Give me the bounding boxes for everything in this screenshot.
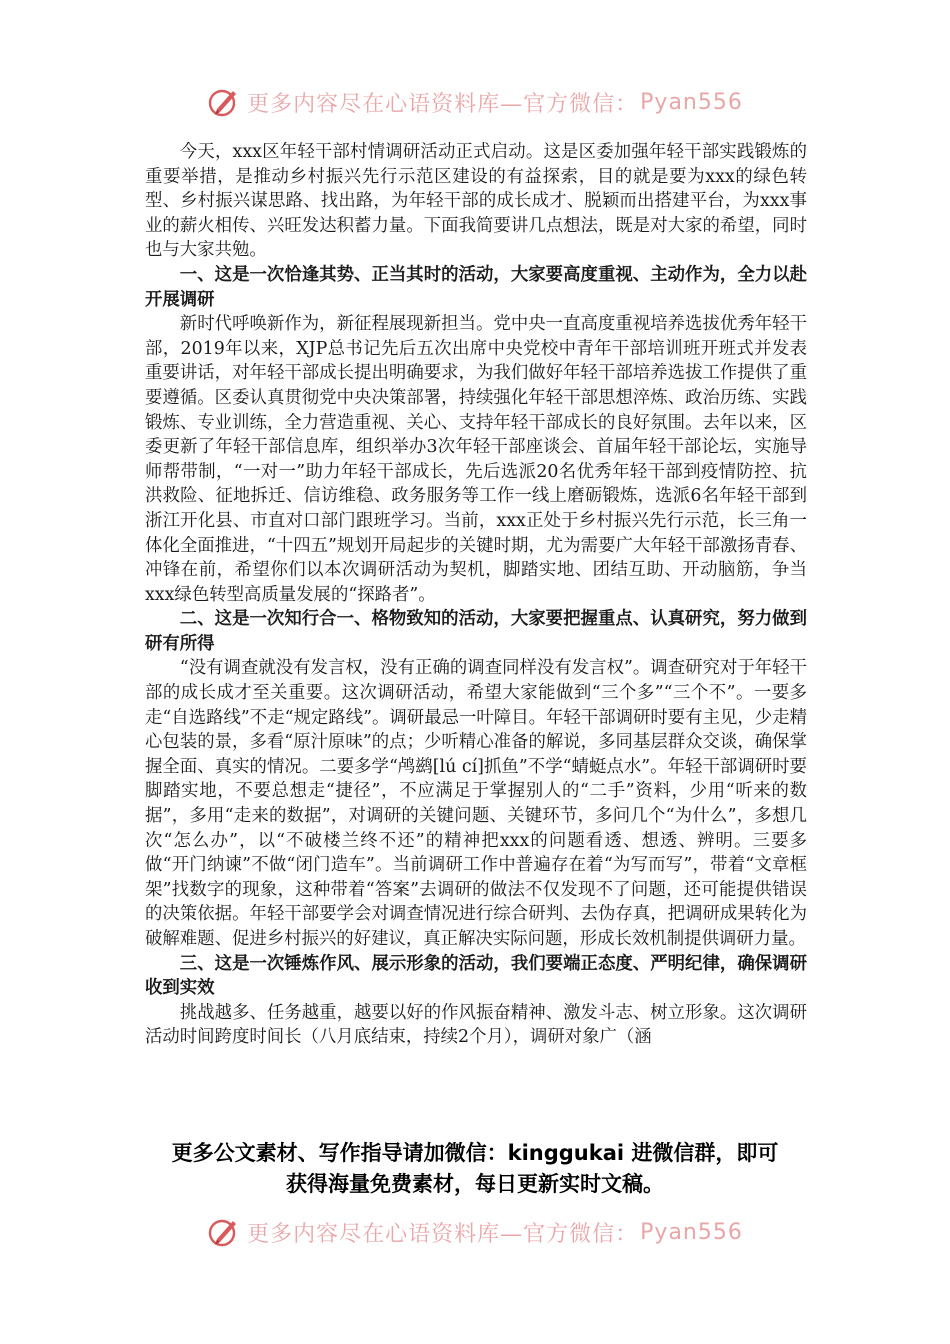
paragraph-intro: 今天，xxx区年轻干部村情调研活动正式启动。这是区委加强年轻干部实践锻炼的重要举措，是推动乡村振兴先行示范区建设的有益探索，目的就是要为xxx的绿色转型、乡村振兴谋思路、找出路，为年轻干部的成长成才、脱颖而出搭建平台，为xxx事业的薪火相传、兴旺发达积蓄力量。下面我简要讲几点想法，既是对大家的希望，同时也与大家共勉。 bbox=[145, 142, 807, 261]
document-body bbox=[145, 140, 807, 1050]
promo-line-1: 更多公文素材、写作指导请加微信：kinggukai 进微信群，即可 bbox=[171, 1141, 779, 1165]
paragraph-section-3: 挑战越多、任务越重，越要以好的作风振奋精神、激发斗志、树立形象。这次调研活动时间跨度时间长（八月底结束，持续2个月），调研对象广（涵 bbox=[145, 1002, 807, 1048]
watermark-wechat-id: Pyan556 bbox=[640, 89, 743, 115]
watermark-text: 更多内容尽在心语资料库—官方微信： bbox=[247, 1221, 639, 1247]
section-heading-2: 二、这是一次知行合一、格物致知的活动，大家要把握重点、认真研究，努力做到研有所得 bbox=[145, 609, 807, 654]
section-heading-3: 三、这是一次锤炼作风、展示形象的活动，我们要端正态度、严明纪律，确保调研收到实效 bbox=[145, 953, 807, 999]
promo-banner bbox=[130, 1138, 820, 1200]
section-heading-1: 一、这是一次恰逢其势、正当其时的活动，大家要高度重视、主动作为，全力以赴开展调研 bbox=[145, 264, 807, 310]
pen-logo-icon bbox=[207, 85, 241, 119]
watermark-wechat-id: Pyan556 bbox=[640, 1219, 743, 1245]
watermark-text: 更多内容尽在心语资料库—官方微信： bbox=[247, 91, 639, 117]
pen-logo-icon bbox=[207, 1215, 241, 1249]
watermark-header bbox=[0, 82, 950, 122]
promo-line-2: 获得海量免费素材，每日更新实时文稿。 bbox=[286, 1172, 664, 1196]
paragraph-section-1: 新时代呼唤新作为，新征程展现新担当。党中央一直高度重视培养选拔优秀年轻干部，2019年以来，XJP总书记先后五次出席中央党校中青年干部培训班开班式并发表重要讲话，对年轻干部成长提出明确要求，为我们做好年轻干部培养选拔工作提供了重要遵循。区委认真贯彻党中央决策部署，持续强化年轻干部思想淬炼、政治历练、实践锻炼、专业训练，全力营造重视、关心、支持年轻干部成长的良好氛围。去年以来，区委更新了年轻干部信息库，组织举办3次年轻干部座谈会、首届年轻干部论坛，实施导师帮带制，“一对一”助力年轻干部成长，先后选派20名优秀年轻干部到疫情防控、抗洪救险、征地拆迁、信访维稳、政务服务等工作一线上磨砺锻炼，选派6名年轻干部到浙江开化县、市直对口部门跟班学习。当前，xxx正处于乡村振兴先行示范，长三角一体化全面推进，“十四五”规划开局起步的关键时期，尤为需要广大年轻干部激扬青春、冲锋在前，希望你们以本次调研活动为契机，脚踏实地、团结互助、开动脑筋，争当xxx绿色转型高质量发展的“探路者”。 bbox=[145, 314, 807, 605]
paragraph-section-2: “没有调查就没有发言权，没有正确的调查同样没有发言权”。调查研究对于年轻干部的成长成才至关重要。这次调研活动，希望大家能做到“三个多”“三个不”。一要多走“自选路线”不走“规定路线”。调研最忌一叶障目。年轻干部调研时要有主见，少走精心包装的景，多看“原汁原味”的点；少听精心准备的解说，多同基层群众交谈，确保掌握全面、真实的情况。二要多学“鸬鹚[lú cí]抓鱼”不学“蜻蜓点水”。年轻干部调研时要脚踏实地，不要总想走“捷径”，不应满足于掌握别人的“二手”资料，少用“听来的数据”，多用“走来的数据”，对调研的关键问题、关键环节，多问几个“为什么”，多想几次“怎么办”，以“不破楼兰终不还”的精神把xxx的问题看透、想透、辨明。三要多做“开门纳谏”不做“闭门造车”。当前调研工作中普遍存在着“为写而写”，带着“文章框架”找数字的现象，这种带着“答案”去调研的做法不仅发现不了问题，还可能提供错误的决策依据。年轻干部要学会对调查情况进行综合研判、去伪存真，把调研成果转化为破解难题、促进乡村振兴的好建议，真正解决实际问题，形成长效机制提供调研力量。 bbox=[145, 658, 807, 949]
watermark-footer bbox=[0, 1212, 950, 1252]
